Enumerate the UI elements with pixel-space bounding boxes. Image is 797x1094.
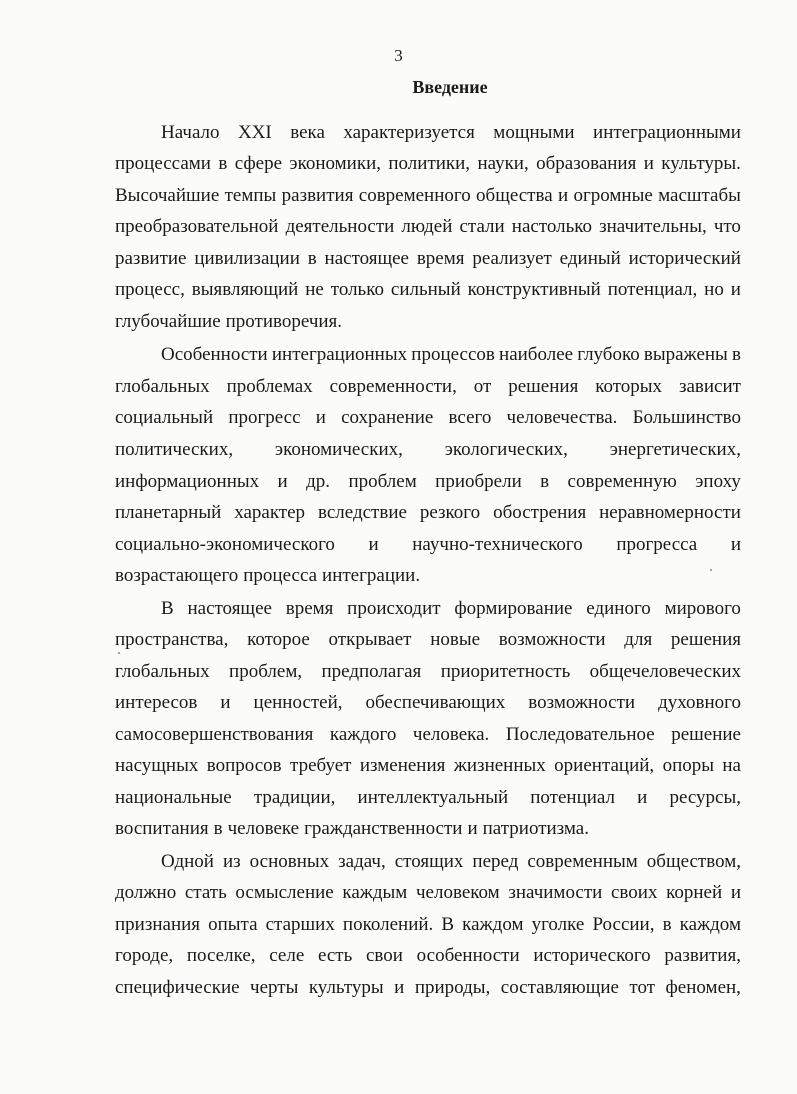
word: и bbox=[277, 471, 288, 492]
word: эпоху bbox=[695, 471, 741, 492]
word: интеграции. bbox=[322, 565, 421, 586]
word: самосовершенствования bbox=[115, 724, 314, 745]
word: насущных bbox=[115, 755, 199, 776]
word: перед bbox=[472, 851, 519, 872]
word: глубочайшие bbox=[115, 311, 221, 332]
paragraph-1-line bbox=[115, 310, 741, 334]
paragraph-3-line bbox=[115, 786, 741, 810]
paragraph-4-line bbox=[115, 944, 741, 968]
paragraph-1-line bbox=[115, 152, 741, 176]
word: и bbox=[730, 882, 741, 903]
word: обеспечивающих bbox=[365, 692, 506, 713]
paragraph-3-line bbox=[115, 723, 741, 747]
word: и bbox=[730, 279, 741, 300]
word: задач, bbox=[338, 851, 386, 872]
word: единый bbox=[559, 248, 621, 269]
word: предполагая bbox=[321, 661, 422, 682]
paragraph-2-line bbox=[115, 375, 741, 399]
scan-speck bbox=[710, 569, 712, 571]
word: каждым bbox=[342, 882, 408, 903]
word: проблем, bbox=[229, 661, 303, 682]
word: не bbox=[305, 279, 324, 300]
paragraph-2-line bbox=[115, 406, 741, 430]
word: людей bbox=[401, 216, 453, 237]
word: составляющие bbox=[500, 977, 619, 998]
word: науки, bbox=[477, 153, 529, 174]
word: Начало bbox=[161, 122, 220, 143]
word: процессами bbox=[115, 153, 211, 174]
word: происходит bbox=[347, 598, 441, 619]
word: века bbox=[290, 122, 325, 143]
word: Большинство bbox=[632, 407, 741, 428]
word: есть bbox=[317, 945, 353, 966]
word: преобразовательной bbox=[115, 216, 279, 237]
word: социальный bbox=[115, 407, 214, 428]
word: каждом bbox=[462, 914, 524, 935]
word: мощными bbox=[493, 122, 575, 143]
word: корней bbox=[666, 882, 723, 903]
word: и bbox=[557, 185, 569, 206]
word: формирование bbox=[454, 598, 573, 619]
word: экономических, bbox=[274, 439, 403, 460]
word: в bbox=[213, 818, 223, 839]
word: выражены bbox=[643, 344, 728, 365]
paragraph-4-line bbox=[115, 913, 741, 937]
paragraph-3-line bbox=[115, 817, 741, 841]
word: характер bbox=[234, 502, 306, 523]
word: ориентаций, bbox=[554, 755, 655, 776]
word: значительны, bbox=[599, 216, 707, 237]
word: XXI bbox=[237, 122, 272, 143]
word: поколений. bbox=[342, 914, 434, 935]
word: и bbox=[467, 818, 478, 839]
word: возрастающего bbox=[115, 565, 239, 586]
word: неравномерности bbox=[599, 502, 741, 523]
word: из bbox=[222, 851, 241, 872]
word: процессов bbox=[411, 344, 495, 365]
word: информационных bbox=[115, 471, 260, 492]
word: мирового bbox=[664, 598, 741, 619]
word: проблем bbox=[348, 471, 417, 492]
word: новые bbox=[430, 629, 481, 650]
word: от bbox=[473, 376, 492, 397]
word: социально-экономического bbox=[115, 534, 335, 555]
paragraph-1-line bbox=[115, 278, 741, 302]
word: признания bbox=[115, 914, 201, 935]
word: требует bbox=[290, 755, 352, 776]
word: В bbox=[161, 598, 174, 619]
word: значимости bbox=[508, 882, 603, 903]
paragraph-2-line bbox=[161, 343, 741, 367]
word: осмысление bbox=[235, 882, 334, 903]
word: наиболее bbox=[499, 344, 574, 365]
word: человеком bbox=[416, 882, 500, 903]
word: стоящих bbox=[394, 851, 464, 872]
word: и bbox=[637, 787, 648, 808]
word: уголке bbox=[531, 914, 585, 935]
word: тот bbox=[629, 977, 656, 998]
word: интеграционными bbox=[593, 122, 741, 143]
word: исторический bbox=[628, 248, 741, 269]
word: гражданственности bbox=[304, 818, 463, 839]
word: приобрели bbox=[435, 471, 522, 492]
word: изменения bbox=[359, 755, 446, 776]
word: которых bbox=[595, 376, 663, 397]
word: потенциал, bbox=[607, 279, 698, 300]
word: экологических, bbox=[444, 439, 568, 460]
word: специфические bbox=[115, 977, 240, 998]
paragraph-1-line bbox=[161, 121, 741, 145]
word: развития bbox=[281, 185, 354, 206]
word: огромные bbox=[573, 185, 653, 206]
word: В bbox=[441, 914, 455, 935]
word: селе bbox=[269, 945, 305, 966]
word: городе, bbox=[115, 945, 174, 966]
word: национальные bbox=[115, 787, 232, 808]
word: особенности bbox=[416, 945, 520, 966]
word: природы, bbox=[414, 977, 491, 998]
word: воспитания bbox=[115, 818, 209, 839]
word: общечеловеческих bbox=[589, 661, 741, 682]
word: в bbox=[218, 153, 228, 174]
paragraph-4-line bbox=[161, 850, 741, 874]
word: в bbox=[540, 471, 550, 492]
word: стали bbox=[459, 216, 505, 237]
word: характеризуется bbox=[343, 122, 475, 143]
word: России, bbox=[592, 914, 655, 935]
paragraph-2-line bbox=[115, 564, 741, 588]
word: и bbox=[315, 407, 326, 428]
word: Одной bbox=[161, 851, 214, 872]
word: и bbox=[730, 534, 741, 555]
word: в bbox=[307, 248, 317, 269]
word: ресурсы, bbox=[669, 787, 741, 808]
word: своих bbox=[611, 882, 658, 903]
word: современную bbox=[567, 471, 677, 492]
word: выявляющий bbox=[191, 279, 299, 300]
word: в bbox=[731, 344, 741, 365]
word: энергетических, bbox=[609, 439, 741, 460]
word: планетарный bbox=[115, 502, 222, 523]
paragraph-3-line bbox=[115, 660, 741, 684]
word: возможности bbox=[498, 629, 606, 650]
word: стать bbox=[184, 882, 227, 903]
word: цивилизации bbox=[194, 248, 300, 269]
word: ценностей, bbox=[253, 692, 343, 713]
word: опыта bbox=[208, 914, 258, 935]
word: которое bbox=[247, 629, 310, 650]
word: единого bbox=[586, 598, 651, 619]
word: современного bbox=[358, 185, 471, 206]
word: открывает bbox=[328, 629, 412, 650]
word: жизненных bbox=[453, 755, 546, 776]
paragraph-2-line bbox=[115, 470, 741, 494]
word: решения bbox=[508, 376, 579, 397]
word: интеллектуальный bbox=[357, 787, 509, 808]
word: и bbox=[220, 692, 231, 713]
scan-speck bbox=[118, 652, 120, 654]
word: должно bbox=[115, 882, 177, 903]
paragraph-2-line bbox=[115, 501, 741, 525]
word: потенциал bbox=[530, 787, 616, 808]
paragraph-2-line bbox=[115, 533, 741, 557]
word: человека. bbox=[412, 724, 490, 745]
word: человеке bbox=[227, 818, 300, 839]
paragraph-1-line bbox=[115, 184, 741, 208]
word: возможности bbox=[528, 692, 636, 713]
word: для bbox=[624, 629, 653, 650]
word: развитие bbox=[115, 248, 187, 269]
word: глобальных bbox=[115, 376, 210, 397]
word: сфере bbox=[234, 153, 283, 174]
word: человечества. bbox=[506, 407, 618, 428]
word: современным bbox=[527, 851, 638, 872]
word: научно-технического bbox=[412, 534, 583, 555]
word: Высочайшие bbox=[115, 185, 220, 206]
word: противоречия. bbox=[225, 311, 343, 332]
paragraph-3-line bbox=[161, 597, 741, 621]
word: вопросов bbox=[206, 755, 282, 776]
page-title: Введение bbox=[412, 77, 488, 97]
word: и bbox=[394, 977, 405, 998]
word: опоры bbox=[662, 755, 714, 776]
word: и bbox=[368, 534, 379, 555]
word: прогресса bbox=[616, 534, 698, 555]
word: политических, bbox=[115, 439, 234, 460]
word: интеграционных bbox=[271, 344, 408, 365]
word: культуры. bbox=[661, 153, 741, 174]
word: пространства, bbox=[115, 629, 229, 650]
word: глобальных bbox=[115, 661, 210, 682]
word: сохранение bbox=[341, 407, 434, 428]
word: патриотизма. bbox=[482, 818, 589, 839]
paragraph-4-line bbox=[115, 881, 741, 905]
word: резкого bbox=[419, 502, 481, 523]
word: глубоко bbox=[577, 344, 640, 365]
word: поселке, bbox=[186, 945, 256, 966]
word: Последовательное bbox=[505, 724, 655, 745]
word: решения bbox=[670, 629, 741, 650]
word: в bbox=[662, 914, 672, 935]
word: современности, bbox=[329, 376, 457, 397]
word: настолько bbox=[511, 216, 593, 237]
word: феномен, bbox=[665, 977, 741, 998]
paragraph-4-line bbox=[115, 976, 741, 1000]
word: политики, bbox=[388, 153, 471, 174]
paragraph-3-line bbox=[115, 754, 741, 778]
word: на bbox=[722, 755, 741, 776]
word: время bbox=[285, 598, 334, 619]
word: каждом bbox=[679, 914, 741, 935]
word: конструктивный bbox=[467, 279, 601, 300]
word: обострения bbox=[493, 502, 587, 523]
word: развития, bbox=[664, 945, 741, 966]
word: свои bbox=[366, 945, 403, 966]
paragraph-1-line bbox=[115, 247, 741, 271]
word: зависит bbox=[678, 376, 741, 397]
word: процесс, bbox=[115, 279, 185, 300]
word: образования bbox=[536, 153, 637, 174]
word: интересов bbox=[115, 692, 198, 713]
word: старших bbox=[265, 914, 335, 935]
word: решение bbox=[671, 724, 741, 745]
word: настоящее bbox=[324, 248, 409, 269]
word: время bbox=[416, 248, 465, 269]
word: сильный bbox=[390, 279, 461, 300]
word: др. bbox=[306, 471, 331, 492]
word: всего bbox=[448, 407, 492, 428]
word: прогресс bbox=[228, 407, 301, 428]
word: Особенности bbox=[161, 344, 268, 365]
word: духовного bbox=[658, 692, 741, 713]
page-number: 3 bbox=[394, 46, 403, 65]
word: но bbox=[704, 279, 724, 300]
word: и bbox=[643, 153, 654, 174]
word: исторического bbox=[533, 945, 651, 966]
word: экономики, bbox=[289, 153, 381, 174]
paragraph-2-line bbox=[115, 438, 741, 462]
word: вследствие bbox=[317, 502, 407, 523]
word: общества bbox=[476, 185, 553, 206]
word: деятельности bbox=[285, 216, 395, 237]
word: черты bbox=[250, 977, 299, 998]
paragraph-3-line bbox=[115, 691, 741, 715]
word: приоритетность bbox=[440, 661, 571, 682]
word: процесса bbox=[243, 565, 318, 586]
word: только bbox=[330, 279, 384, 300]
word: реализует bbox=[472, 248, 552, 269]
word: настоящее bbox=[187, 598, 272, 619]
paragraph-1-line bbox=[115, 215, 741, 239]
word: каждого bbox=[329, 724, 397, 745]
word: культуры bbox=[308, 977, 384, 998]
word: основных bbox=[249, 851, 330, 872]
word: масштабы bbox=[658, 185, 741, 206]
word: что bbox=[713, 216, 741, 237]
word: проблемах bbox=[226, 376, 313, 397]
word: обществом, bbox=[646, 851, 741, 872]
word: традиции, bbox=[253, 787, 336, 808]
paragraph-3-line bbox=[115, 628, 741, 652]
word: темпы bbox=[224, 185, 277, 206]
